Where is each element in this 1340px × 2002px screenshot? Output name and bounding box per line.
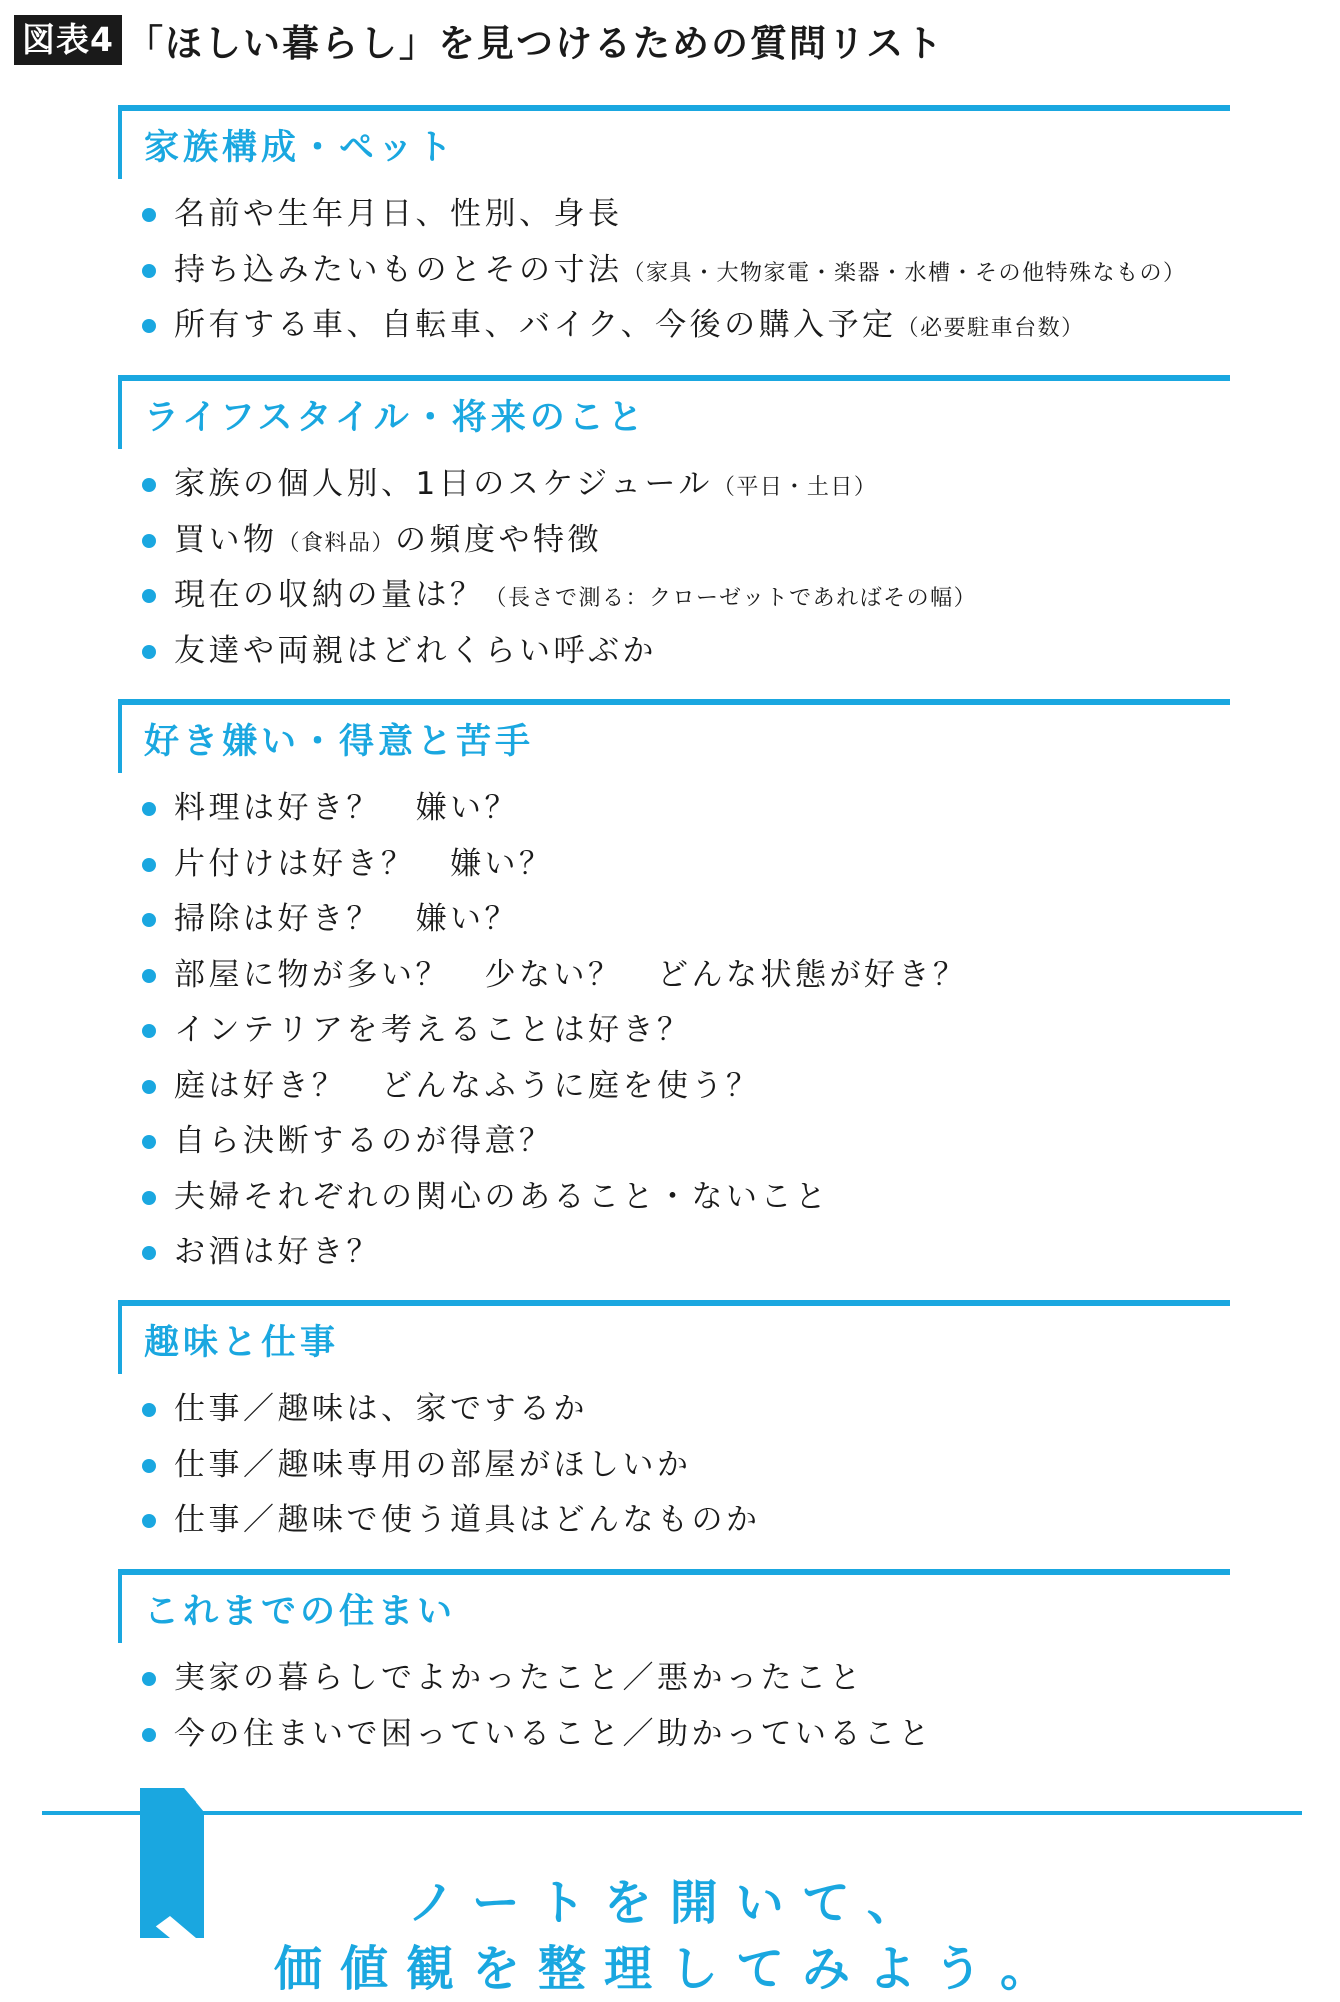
closing-line-2: 価値観を整理してみよう。 [273,1941,1066,1997]
list-item: 庭は好き？ どんなふうに庭を使う？ [118,1059,1230,1115]
bottom-divider [42,1811,1302,1815]
item-note: （長さで測る：クローゼットであればその幅） [484,586,978,611]
list-item: 仕事／趣味専用の部屋がほしいか [118,1438,1230,1494]
list-item: 友達や両親はどれくらい呼ぶか [118,624,1230,680]
section-heading: 家族構成・ペット [118,111,1230,179]
closing-line-1: ノートを開いて、 [407,1875,933,1931]
section-past-homes [118,1569,1230,1762]
list-item: インテリアを考えることは好き？ [118,1003,1230,1059]
section-family [118,105,1230,354]
list-item: 所有する車、自転車、バイク、今後の購入予定（必要駐車台数） [118,298,1230,354]
list-item: 買い物（食料品）の頻度や特徴 [118,513,1230,569]
section-lifestyle [118,375,1230,679]
list-item: 夫婦それぞれの関心のあること・ないこと [118,1170,1230,1226]
question-list [118,1382,1230,1549]
figure-title: 「ほしい暮らし」を見つけるための質問リスト [125,22,945,65]
list-item: 片付けは好き？ 嫌い？ [118,837,1230,893]
list-item: 今の住まいで困っていること／助かっていること [118,1707,1230,1763]
section-heading: 好き嫌い・得意と苦手 [118,705,1230,773]
section-heading: これまでの住まい [118,1575,1230,1643]
list-item: 仕事／趣味で使う道具はどんなものか [118,1493,1230,1549]
list-item: 持ち込みたいものとその寸法（家具・大物家電・楽器・水槽・その他特殊なもの） [118,243,1230,299]
figure-header [14,12,944,68]
list-item: 部屋に物が多い？ 少ない？ どんな状態が好き？ [118,948,1230,1004]
closing-message [0,1870,1340,2002]
item-note: （平日・土日） [712,475,878,500]
question-list [118,457,1230,679]
list-item: 名前や生年月日、性別、身長 [118,187,1230,243]
item-note: （必要駐車台数） [896,316,1085,341]
question-list [118,781,1230,1281]
list-item: 仕事／趣味は、家でするか [118,1382,1230,1438]
list-item: 自ら決断するのが得意？ [118,1114,1230,1170]
list-item: 実家の暮らしでよかったこと／悪かったこと [118,1651,1230,1707]
question-list [118,1651,1230,1762]
item-note: （家具・大物家電・楽器・水槽・その他特殊なもの） [622,260,1187,286]
section-hobby-work [118,1300,1230,1549]
section-likes-dislikes [118,699,1230,1281]
list-item: 現在の収納の量は？（長さで測る：クローゼットであればその幅） [118,568,1230,624]
list-item: 料理は好き？ 嫌い？ [118,781,1230,837]
list-item: 掃除は好き？ 嫌い？ [118,892,1230,948]
question-list [118,187,1230,354]
section-heading: ライフスタイル・将来のこと [118,381,1230,449]
list-item: お酒は好き？ [118,1225,1230,1281]
figure-label: 図表4 [14,15,122,65]
item-note: （食料品） [277,530,396,556]
section-heading: 趣味と仕事 [118,1306,1230,1374]
list-item: 家族の個人別、1日のスケジュール（平日・土日） [118,457,1230,513]
